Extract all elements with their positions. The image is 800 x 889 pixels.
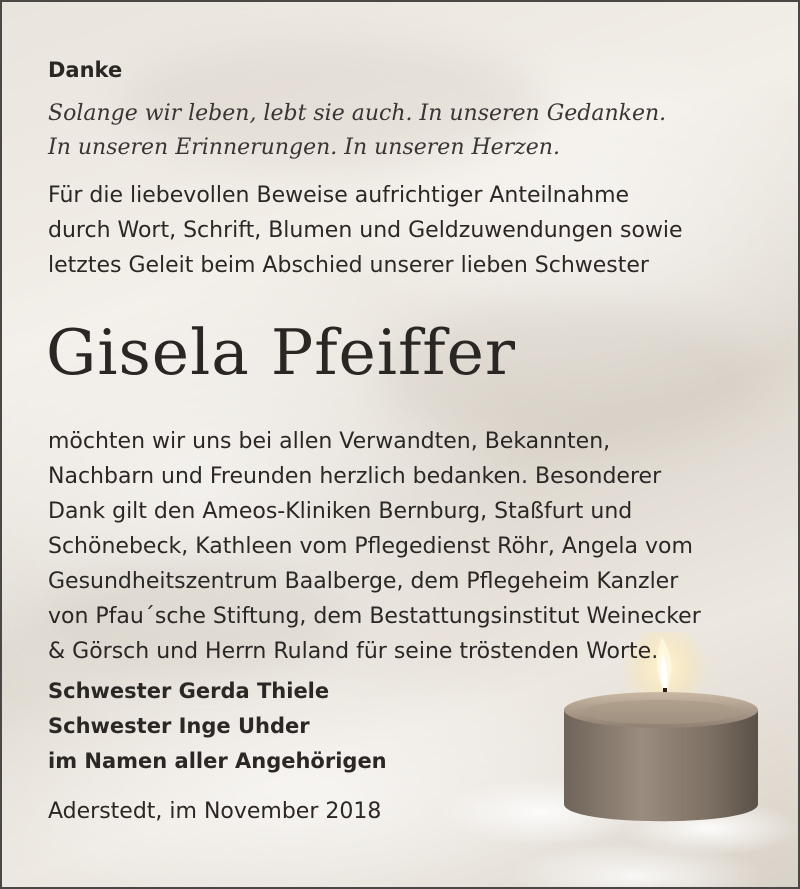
thanks-paragraph (48, 424, 701, 669)
intro-paragraph (48, 178, 683, 283)
intro-line: durch Wort, Schrift, Blumen und Geldzuwendungen sowie (48, 218, 683, 243)
thanks-line: Schönebeck, Kathleen vom Pflegedienst Röhr, Angela vom (48, 534, 693, 559)
deceased-name: Gisela Pfeiffer (46, 316, 516, 389)
signature-line: Schwester Gerda Thiele (48, 679, 330, 703)
thanks-line: Dank gilt den Ameos-Kliniken Bernburg, Staßfurt und (48, 499, 633, 524)
thanks-line: möchten wir uns bei allen Verwandten, Bekannten, (48, 429, 611, 454)
motto-line: In unseren Erinnerungen. In unseren Herzen. (48, 135, 560, 160)
motto-line: Solange wir leben, lebt sie auch. In unseren Gedanken. (48, 101, 667, 126)
place-date: Aderstedt, im November 2018 (48, 799, 382, 824)
intro-line: letztes Geleit beim Abschied unserer lieben Schwester (48, 253, 649, 278)
signature-line: im Namen aller Angehörigen (48, 749, 387, 773)
thanks-line: Gesundheitszentrum Baalberge, dem Pflegeheim Kanzler (48, 569, 679, 594)
thanks-line: & Görsch und Herrn Ruland für seine tröstenden Worte. (48, 639, 659, 664)
thanks-line: Nachbarn und Freunden herzlich bedanken. Besonderer (48, 464, 662, 489)
motto-quote (48, 97, 666, 165)
signatures (48, 674, 387, 779)
signature-line: Schwester Inge Uhder (48, 714, 310, 738)
thanks-line: von Pfau´sche Stiftung, dem Bestattungsinstitut Weinecker (48, 604, 701, 629)
intro-line: Für die liebevollen Beweise aufrichtiger Anteilnahme (48, 183, 630, 208)
heading-danke: Danke (48, 58, 123, 82)
